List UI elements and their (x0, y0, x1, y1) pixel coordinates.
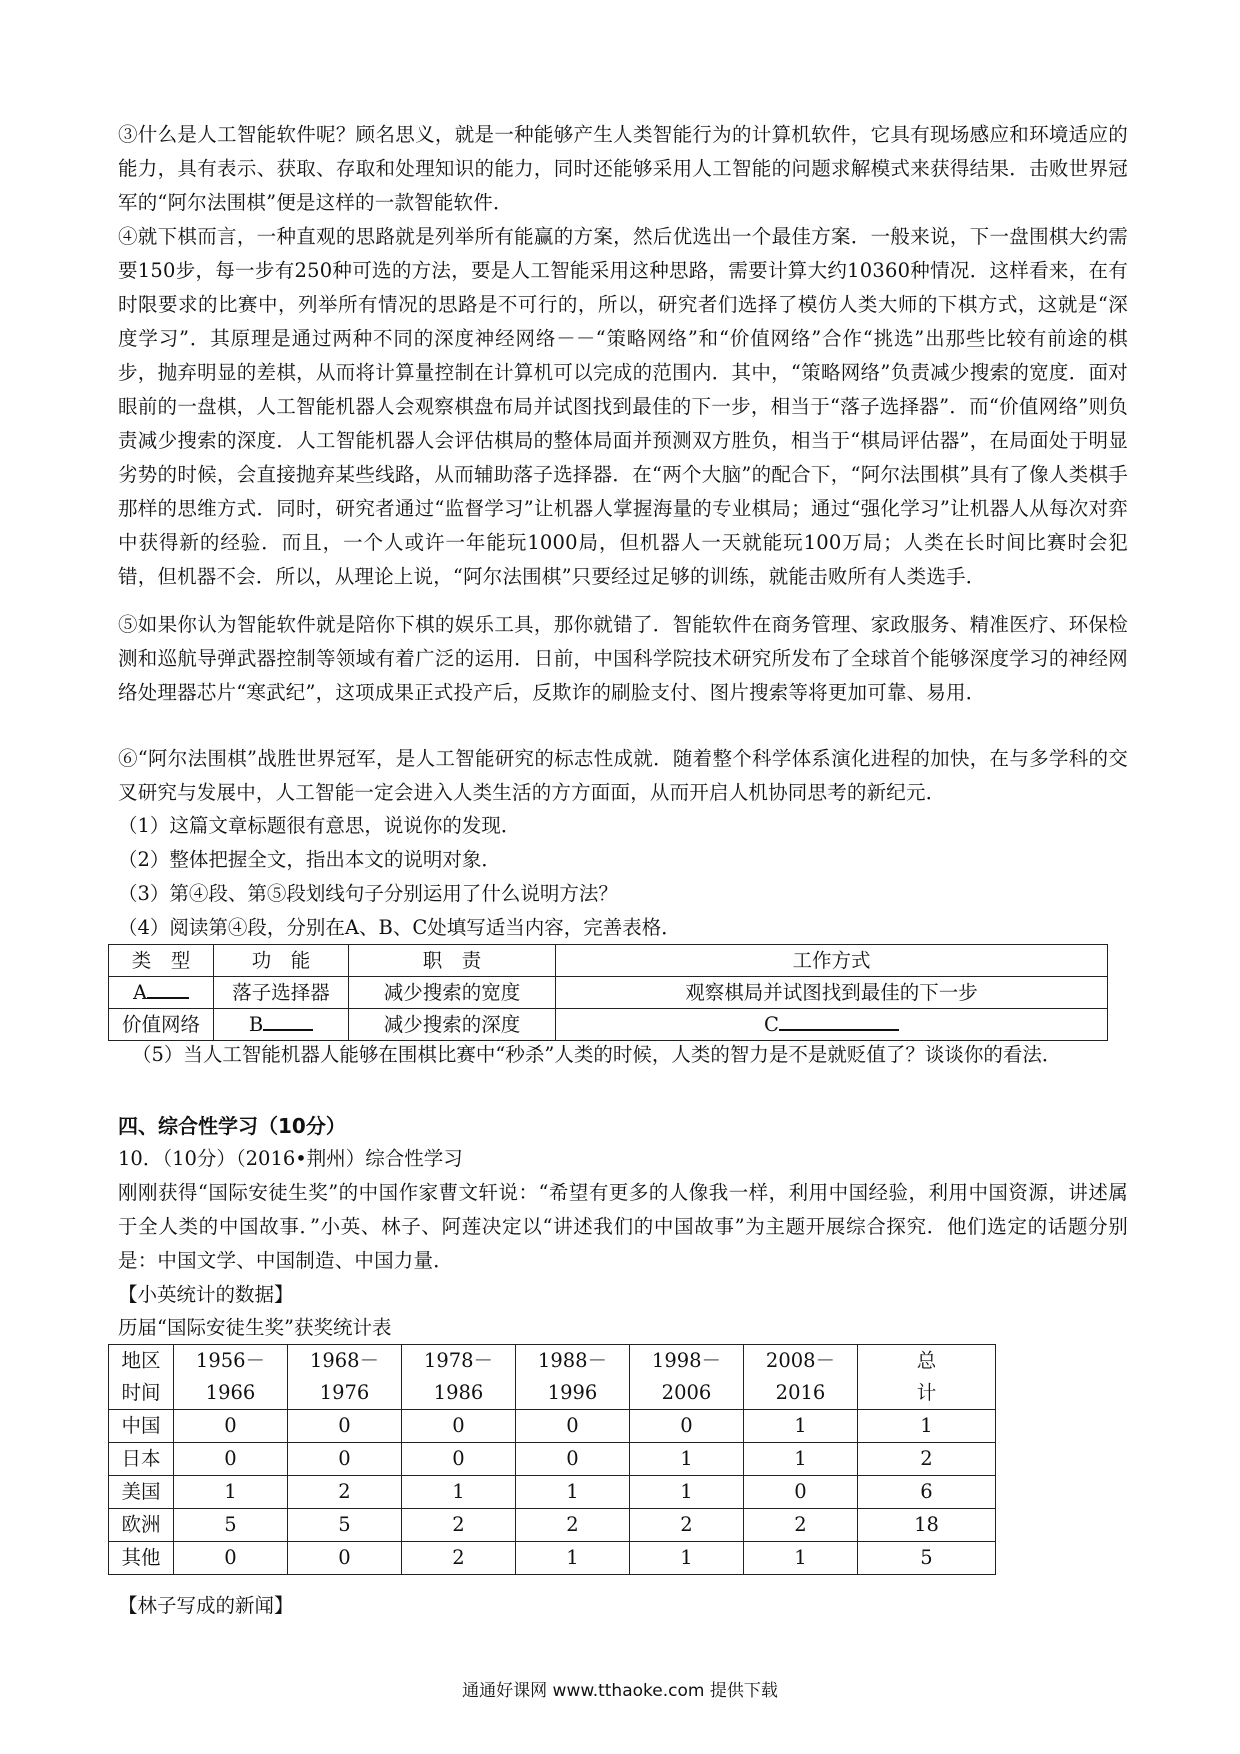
period-header (630, 1345, 744, 1410)
blank-c-label: C (764, 1012, 779, 1036)
table-cell: 0 (174, 1443, 288, 1476)
table-header-row (109, 945, 1108, 977)
region-cell: 中国 (109, 1410, 174, 1443)
period-header (288, 1345, 402, 1410)
table-cell: 1 (402, 1476, 516, 1509)
table-cell: 1 (744, 1410, 858, 1443)
period-end: 1986 (433, 1381, 484, 1404)
table-cell: 1 (174, 1476, 288, 1509)
blank-a-line (147, 979, 189, 999)
page-footer: 通通好课网 www.tthaoke.com 提供下载 (462, 1681, 778, 1701)
table-cell: 1 (630, 1542, 744, 1575)
corner-cell (109, 1345, 174, 1410)
region-cell: 美国 (109, 1476, 174, 1509)
blank-a-cell (109, 977, 214, 1009)
period-start: 1998－ (651, 1349, 722, 1372)
total-label-1: 总 (916, 1349, 937, 1372)
table-cell: 0 (174, 1410, 288, 1443)
table-cell: 0 (630, 1410, 744, 1443)
header-method: 工作方式 (556, 945, 1108, 977)
table-cell: 1 (516, 1476, 630, 1509)
total-cell: 18 (858, 1509, 996, 1542)
table-row (109, 1509, 996, 1542)
total-cell: 2 (858, 1443, 996, 1476)
total-label-2: 计 (916, 1381, 937, 1404)
total-cell: 6 (858, 1476, 996, 1509)
table-cell: 2 (402, 1542, 516, 1575)
region-cell: 日本 (109, 1443, 174, 1476)
table-header-row (109, 1345, 996, 1410)
period-start: 1988－ (537, 1349, 608, 1372)
blank-c-cell (556, 1009, 1108, 1041)
table-cell: 2 (402, 1509, 516, 1542)
blank-b-label: B (248, 1012, 264, 1036)
total-cell: 1 (858, 1410, 996, 1443)
period-end: 2016 (775, 1381, 826, 1404)
header-duty: 职 责 (349, 945, 556, 977)
table-cell: 5 (174, 1509, 288, 1542)
total-header (858, 1345, 996, 1410)
news-label: 【林子写成的新闻】 (118, 1594, 294, 1617)
blank-b-line (263, 1011, 313, 1031)
table-cell: 价值网络 (109, 1009, 214, 1041)
question-2: （2）整体把握全文，指出本文的说明对象． (118, 848, 501, 871)
paragraph-5: ⑤如果你认为智能软件就是陪你下棋的娱乐工具，那你就错了．智能软件在商务管理、家政服务、精准医疗、环保检测和巡航导弹武器控制等领域有着广泛的运用．日前，中国科学院技术研究所发布了全球首个能够深度学习的神经网络处理器芯片“寒武纪”，这项成果正式投产后，反欺诈的刷脸支付、图片搜索等将更加可靠、易用． (118, 613, 1128, 704)
period-start: 2008－ (765, 1349, 836, 1372)
period-end: 1966 (205, 1381, 256, 1404)
region-cell: 欧洲 (109, 1509, 174, 1542)
table-cell: 0 (402, 1443, 516, 1476)
question-10-intro: 刚刚获得“国际安徒生奖”的中国作家曹文轩说：“希望有更多的人像我一样，利用中国经验，利用中国资源，讲述属于全人类的中国故事．”小英、林子、阿莲决定以“讲述我们的中国故事”为主题开展综合探究．他们选定的话题分别是：中国文学、中国制造、中国力量． (118, 1181, 1128, 1272)
total-cell: 5 (858, 1542, 996, 1575)
table-cell: 1 (516, 1542, 630, 1575)
table-cell: 减少搜索的宽度 (349, 977, 556, 1009)
table-row (109, 1410, 996, 1443)
table-cell: 观察棋局并试图找到最佳的下一步 (556, 977, 1108, 1009)
period-start: 1968－ (309, 1349, 380, 1372)
network-table (108, 944, 1108, 1041)
question-5: （5）当人工智能机器人能够在围棋比赛中“秒杀”人类的时候，人类的智力是不是就贬值了？谈谈你的看法． (132, 1043, 1062, 1066)
corner-time: 时间 (121, 1381, 161, 1404)
table-cell: 2 (630, 1509, 744, 1542)
period-header (402, 1345, 516, 1410)
table-cell: 落子选择器 (214, 977, 349, 1009)
paragraph-3: ③什么是人工智能软件呢？顾名思义，就是一种能够产生人类智能行为的计算机软件，它具有现场感应和环境适应的能力，具有表示、获取、存取和处理知识的能力，同时还能够采用人工智能的问题求解模式来获得结果．击败世界冠军的“阿尔法围棋”便是这样的一款智能软件． (118, 123, 1128, 214)
table-row (109, 1542, 996, 1575)
table-cell: 1 (630, 1476, 744, 1509)
table-cell: 2 (288, 1476, 402, 1509)
table-cell: 1 (630, 1443, 744, 1476)
table-row (109, 1009, 1108, 1041)
period-header (516, 1345, 630, 1410)
header-function: 功 能 (214, 945, 349, 977)
table-row (109, 1443, 996, 1476)
paragraph-6: ⑥“阿尔法围棋”战胜世界冠军，是人工智能研究的标志性成就．随着整个科学体系演化进程的加快，在与多学科的交叉研究与发展中，人工智能一定会进入人类生活的方方面面，从而开启人机协同思考的新纪元． (118, 747, 1128, 804)
table-cell: 0 (402, 1410, 516, 1443)
question-4: （4）阅读第④段，分别在A、B、C处填写适当内容，完善表格． (118, 916, 681, 939)
table-cell: 0 (288, 1542, 402, 1575)
table-cell: 1 (744, 1542, 858, 1575)
period-start: 1956－ (195, 1349, 266, 1372)
corner-region: 地区 (121, 1349, 161, 1372)
header-type: 类 型 (109, 945, 214, 977)
award-stats-table (108, 1344, 996, 1575)
data-label: 【小英统计的数据】 (118, 1283, 294, 1306)
paragraph-4: ④就下棋而言，一种直观的思路就是列举所有能赢的方案，然后优选出一个最佳方案．一般来说，下一盘围棋大约需要150步，每一步有250种可选的方法，要是人工智能采用这种思路，需要计算大约10360种情况．这样看来，在有时限要求的比赛中，列举所有情况的思路是不可行的，所以，研究者们选择了模仿人类大师的下棋方式，这就是“深度学习”．其原理是通过两种不同的深度神经网络－－“策略网络”和“价值网络”合作“挑选”出那些比较有前途的棋步，抛弃明显的差棋，从而将计算量控制在计算机可以完成的范围内．其中，“策略网络”负责减少搜索的宽度．面对眼前的一盘棋，人工智能机器人会观察棋盘布局并试图找到最佳的下一步，相当于“落子选择器”．而“价值网络”则负责减少搜索的深度．人工智能机器人会评估棋局的整体局面并预测双方胜负，相当于“棋局评估器”，在局面处于明显劣势的时候，会直接抛弃某些线路，从而辅助落子选择器．在“两个大脑”的配合下，“阿尔法围棋”具有了像人类棋手那样的思维方式．同时，研究者通过“监督学习”让机器人掌握海量的专业棋局；通过“强化学习”让机器人从每次对弈中获得新的经验．而且，一个人或许一年能玩1000局，但机器人一天就能玩100万局；人类在长时间比赛时会犯错，但机器不会．所以，从理论上说，“阿尔法围棋”只要经过足够的训练，就能击败所有人类选手． (118, 225, 1128, 588)
table-cell: 0 (516, 1443, 630, 1476)
table-cell: 0 (744, 1476, 858, 1509)
table-row (109, 977, 1108, 1009)
table-row (109, 1476, 996, 1509)
period-start: 1978－ (423, 1349, 494, 1372)
period-header (174, 1345, 288, 1410)
table-caption: 历届“国际安徒生奖”获奖统计表 (118, 1316, 392, 1339)
table-cell: 0 (174, 1542, 288, 1575)
table-cell: 1 (744, 1443, 858, 1476)
question-10: 10．（10分）（2016•荆州）综合性学习 (118, 1147, 463, 1170)
period-end: 1996 (547, 1381, 598, 1404)
period-header (744, 1345, 858, 1410)
table-cell: 2 (744, 1509, 858, 1542)
question-3: （3）第④段、第⑤段划线句子分别运用了什么说明方法？ (118, 882, 618, 905)
blank-b-cell (214, 1009, 349, 1041)
table-cell: 减少搜索的深度 (349, 1009, 556, 1041)
section-title: 四、综合性学习（10分） (118, 1114, 346, 1138)
table-cell: 0 (288, 1410, 402, 1443)
period-end: 2006 (661, 1381, 712, 1404)
blank-a-label: A (132, 980, 148, 1004)
table-cell: 0 (516, 1410, 630, 1443)
table-cell: 0 (288, 1443, 402, 1476)
table-cell: 5 (288, 1509, 402, 1542)
table-cell: 2 (516, 1509, 630, 1542)
question-1: （1）这篇文章标题很有意思，说说你的发现． (118, 814, 521, 837)
region-cell: 其他 (109, 1542, 174, 1575)
blank-c-line (779, 1011, 899, 1031)
period-end: 1976 (319, 1381, 370, 1404)
